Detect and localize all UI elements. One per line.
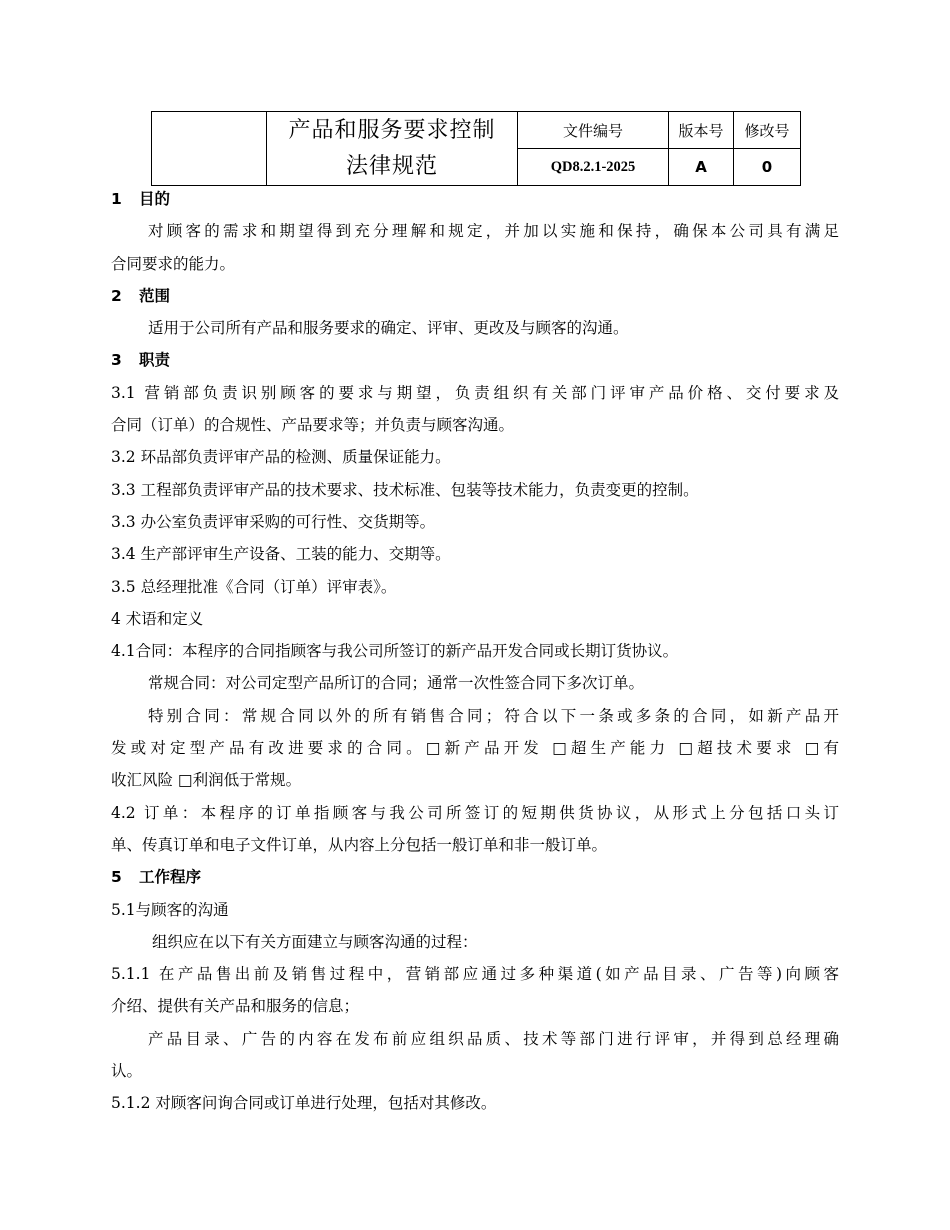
paragraph-line: 5.1.1 在产品售出前及销售过程中，营销部应通过多种渠道(如产品目录、广告等)向顾客 xyxy=(111,965,839,984)
paragraph-line: 常规合同：对公司定型产品所订的合同；通常一次性签合同下多次订单。 xyxy=(148,674,645,693)
document-title-line1: 产品和服务要求控制 xyxy=(288,117,496,143)
paragraph-line: 适用于公司所有产品和服务要求的确定、评审、更改及与顾客的沟通。 xyxy=(148,319,629,338)
paragraph-line: 对顾客的需求和期望得到充分理解和规定，并加以实施和保持，确保本公司具有满足 xyxy=(148,222,839,241)
document-title xyxy=(267,112,518,186)
paragraph-line: 认。 xyxy=(111,1062,143,1081)
paragraph-line: 产品目录、广告的内容在发布前应组织品质、技术等部门进行评审，并得到总经理确 xyxy=(148,1029,839,1048)
paragraph-line: 收汇风险 □利润低于常规。 xyxy=(111,771,302,790)
paragraph-line: 4.2 订单：本程序的订单指顾客与我公司所签订的短期供货协议，从形式上分包括口头订 xyxy=(111,803,839,822)
paragraph-line: 4.1合同：本程序的合同指顾客与我公司所签订的新产品开发合同或长期订货协议。 xyxy=(111,642,679,661)
document-body xyxy=(111,187,839,1124)
paragraph-line: 单、传真订单和电子文件订单，从内容上分包括一般订单和非一般订单。 xyxy=(111,835,608,854)
section-heading-terms: 4 术语和定义 xyxy=(111,609,204,628)
paragraph-line: 3.5 总经理批准《合同（订单）评审表》。 xyxy=(111,577,397,596)
paragraph-line: 组织应在以下有关方面建立与顾客沟通的过程： xyxy=(152,932,478,951)
section-heading-responsibilities: 3 职责 xyxy=(111,351,171,370)
file-number-value: QD8.2.1-2025 xyxy=(518,149,669,186)
revision-value: 0 xyxy=(734,149,801,186)
section-heading-procedure: 5 工作程序 xyxy=(111,868,202,887)
revision-label: 修改号 xyxy=(734,112,801,149)
paragraph-line: 3.3 办公室负责评审采购的可行性、交货期等。 xyxy=(111,512,436,531)
paragraph-line: 3.4 生产部评审生产设备、工装的能力、交期等。 xyxy=(111,545,451,564)
paragraph-line: 3.2 环品部负责评审产品的检测、质量保证能力。 xyxy=(111,448,451,467)
paragraph-line: 发或对定型产品有改进要求的合同。□新产品开发 □超生产能力 □超技术要求 □有 xyxy=(111,739,839,758)
paragraph-line: 5.1.2 对顾客问询合同或订单进行处理，包括对其修改。 xyxy=(111,1094,497,1113)
paragraph-line: 合同要求的能力。 xyxy=(111,254,236,273)
paragraph-line: 特别合同：常规合同以外的所有销售合同；符合以下一条或多条的合同，如新产品开 xyxy=(148,706,839,725)
paragraph-line: 5.1与顾客的沟通 xyxy=(111,900,229,919)
logo-cell xyxy=(152,112,267,186)
paragraph-line: 3.3 工程部负责评审产品的技术要求、技术标准、包装等技术能力，负责变更的控制。 xyxy=(111,480,699,499)
version-label: 版本号 xyxy=(669,112,734,149)
section-heading-scope: 2 范围 xyxy=(111,286,171,305)
section-heading-purpose: 1 目的 xyxy=(111,190,171,208)
paragraph-line: 3.1 营销部负责识别顾客的要求与期望，负责组织有关部门评审产品价格、交付要求及 xyxy=(111,383,839,402)
document-header-table xyxy=(151,111,801,186)
document-title-line2: 法律规范 xyxy=(345,153,438,179)
paragraph-line: 合同（订单）的合规性、产品要求等；并负责与顾客沟通。 xyxy=(111,416,515,435)
file-number-label: 文件编号 xyxy=(518,112,669,149)
version-value: A xyxy=(669,149,734,186)
paragraph-line: 介绍、提供有关产品和服务的信息； xyxy=(111,997,360,1016)
